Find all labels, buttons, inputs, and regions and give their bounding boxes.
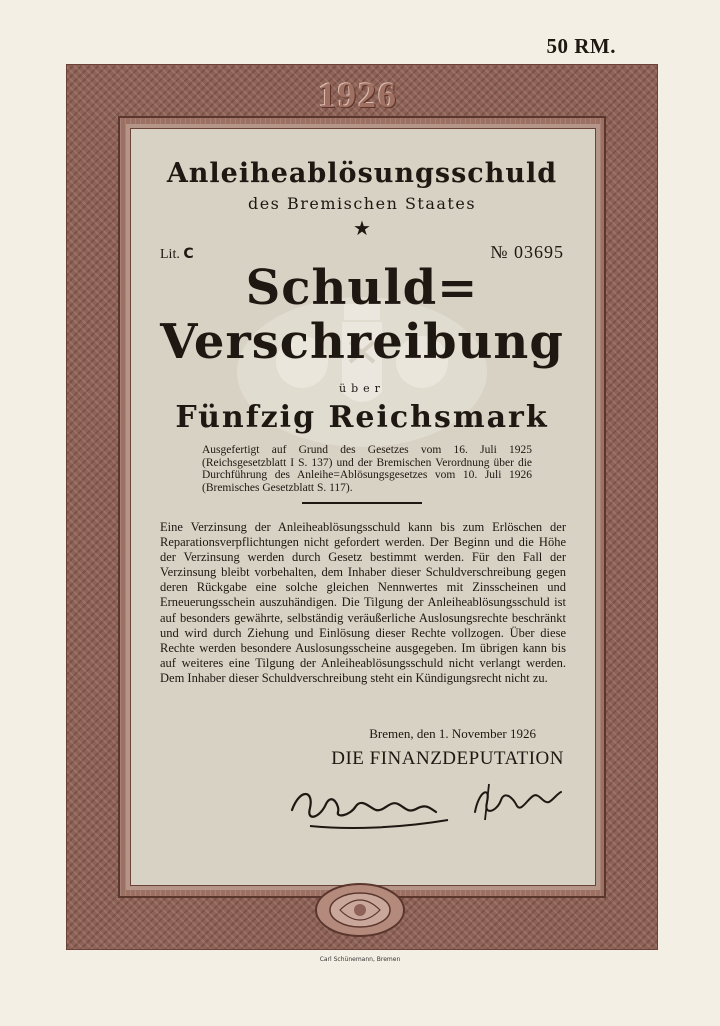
printer-imprint: Carl Schünemann, Bremen xyxy=(319,956,401,963)
issuing-authority: DIE FINANZDEPUTATION xyxy=(331,748,564,769)
heading-schuld: Schuld= xyxy=(245,260,479,316)
lit-letter: C xyxy=(183,246,194,262)
issuer-subtitle: des Bremischen Staates xyxy=(247,194,477,213)
signature-2 xyxy=(465,776,565,826)
terms-text: Eine Verzinsung der Anleiheablösungsschuld kann bis zum Erlöschen der Reparationsverpflichtungen nicht gefordert werden. Der Beginn und die Höhe der Verzinsung werden durch Gesetz bestimmt werden. Für den Fall der Verzinsung bleibt vorbehalten, dem Inhaber dieser Schuldverschreibung gegen deren Rückgabe eine solche gleichen Nennwertes mit Zinsscheinen und Erneuerungsschein auszuhändigen. Die Tilgung der Anleiheablösungsschuld ist auf besonders gewährte, selbständig veräußerliche Auslosungsrechte beschränkt und wird durch Ziehung und Einlösung dieser Rechte vollzogen. Über diese Rechte werden besondere Auslosungsscheine ausgegeben. Im übrigen kann bis auf weiteres eine Tilgung der Anleiheablösungsschuld nicht verlangt werden. Dem Inhaber dieser Schuldverschreibung steht ein Kündigungsrecht nicht zu. xyxy=(160,520,566,685)
heading-verschreibung: Verschreibung xyxy=(160,314,564,370)
denomination-corner: 50 RM. xyxy=(546,34,616,58)
place-date: Bremen, den 1. November 1926 xyxy=(369,726,536,741)
certificate-content xyxy=(130,128,594,884)
divider-rule xyxy=(302,502,422,504)
issuer-title: Anleiheablösungsschuld xyxy=(166,158,558,189)
signature-1 xyxy=(280,778,460,838)
ornamental-seal xyxy=(314,882,406,938)
year-badge: 1926 xyxy=(318,75,398,115)
star-icon: ★ xyxy=(353,216,371,240)
ueber-text: über xyxy=(339,382,385,395)
serial-number: № 03695 xyxy=(490,242,564,262)
lit-text: Lit. xyxy=(160,247,180,262)
amount-text: Fünfzig Reichsmark xyxy=(175,400,549,435)
legal-basis-text: Ausgefertigt auf Grund des Gesetzes vom 16. Juli 1925 (Reichsgesetzblatt I S. 137) und der Bremischen Verordnung über die Durchführung des Anleihe=Ablösungsgesetzes vom 10. Juli 1926 (Bremisches Gesetzblatt S. 117). xyxy=(202,444,532,494)
